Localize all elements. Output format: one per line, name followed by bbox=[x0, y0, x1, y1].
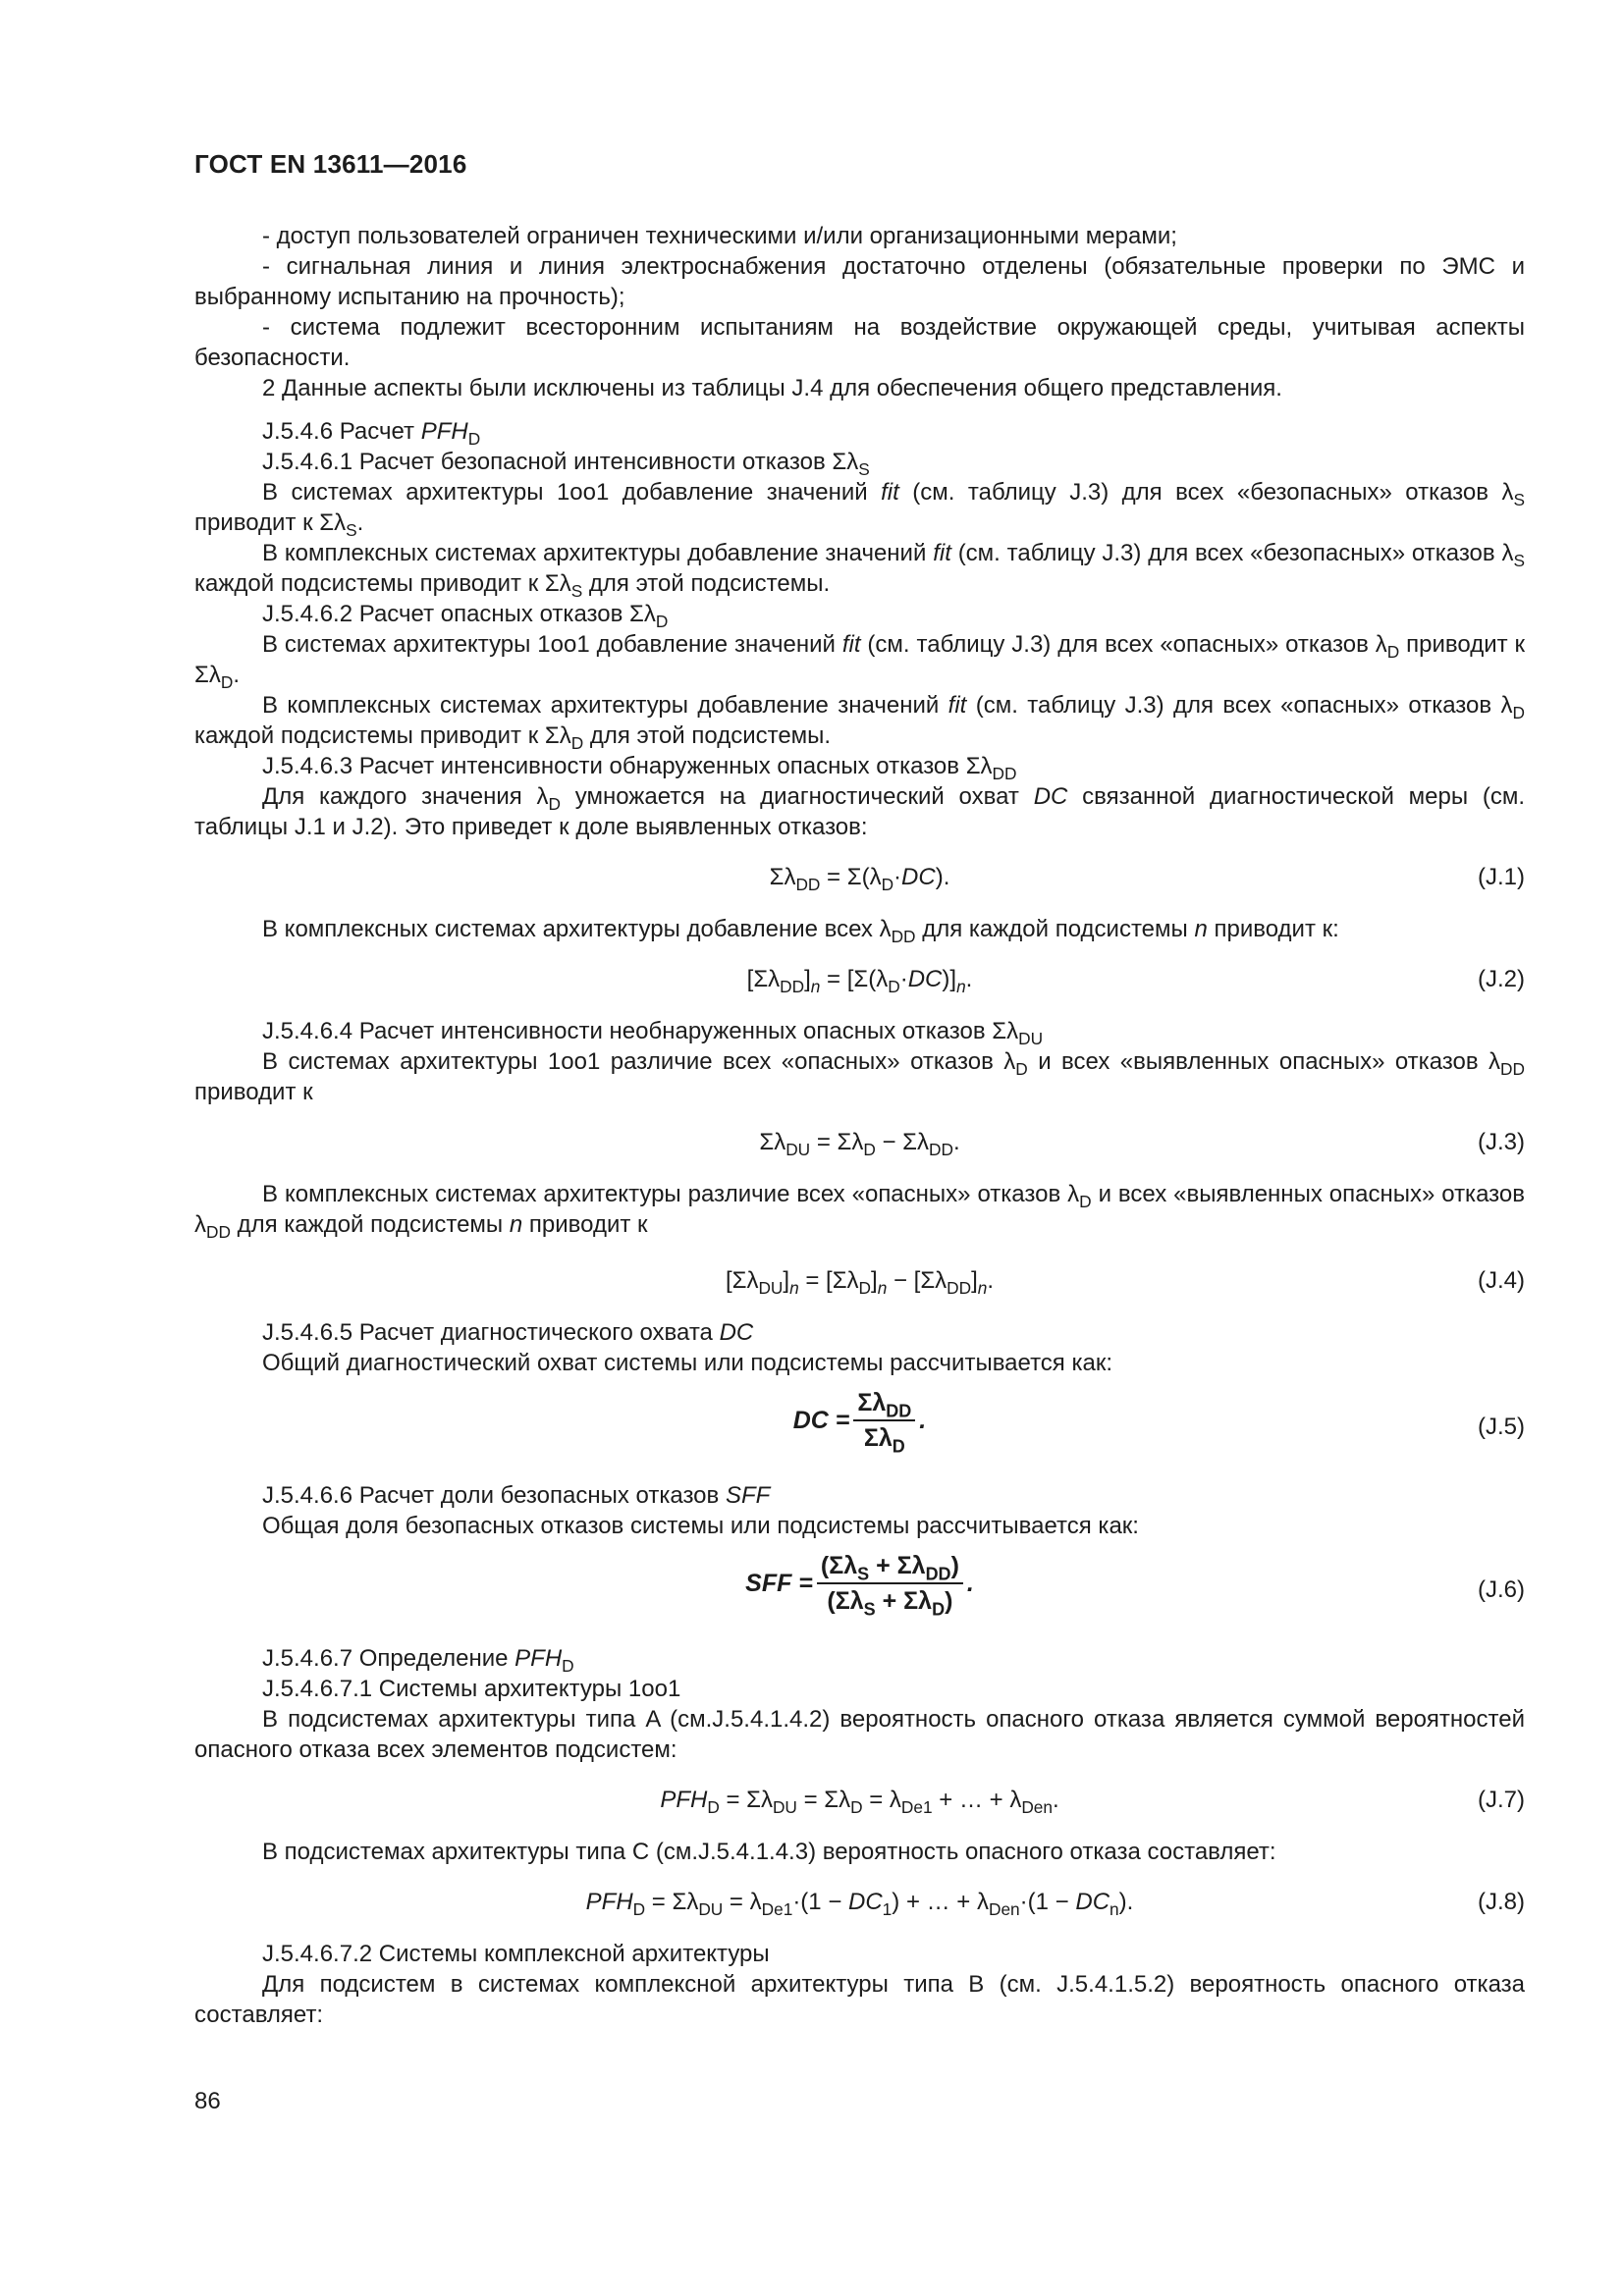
equation-number: (J.7) bbox=[1478, 1787, 1525, 1813]
section-heading: J.5.4.6.5 Расчет диагностического охвата DC bbox=[262, 1319, 754, 1346]
section-heading: J.5.4.6.4 Расчет интенсивности необнаруженных опасных отказов $\Sigma\lambda_{DU}$ bbox=[262, 1018, 1044, 1049]
equation-j8: $PFH_D = \Sigma\lambda_{DU} = \lambda_{De1}\cdot(1 - DC_1)$ + … + $\lambda_{Den}\cdot(1 - DC_n)$. (J.8) bbox=[585, 1889, 1525, 1920]
equation-j2: $[\Sigma\lambda_{DD}]_n = [\Sigma(\lambda_D\cdot DC)]_n$. (J.2) bbox=[746, 966, 1525, 997]
section-heading: J.5.4.6.7.1 Системы архитектуры 1oo1 bbox=[262, 1676, 681, 1702]
document-page bbox=[194, 0, 1525, 2296]
paragraph: В комплексных системах архитектуры добавление значений fit (см. таблицу J.3) для всех «опасных» отказов $\lambda_D$ каждой подсистемы приводит к $\Sigma\lambda_D$ для этой подсистемы. bbox=[194, 692, 1525, 754]
paragraph: В комплексных системах архитектуры добавление значений fit (см. таблицу J.3) для всех «безопасных» отказов $\lambda_S$ каждой подсистемы приводит к $\Sigma\lambda_S$ для этой подсистемы. bbox=[194, 540, 1525, 602]
equation-number: (J.5) bbox=[1478, 1414, 1525, 1440]
paragraph: 2 Данные аспекты были исключены из таблицы J.4 для обеспечения общего представления. bbox=[262, 375, 1282, 401]
equation-j5: DC = $\frac{\Sigma\lambda_{DD}}{\Sigma\lambda_D}$ . (J.5) bbox=[792, 1389, 1525, 1457]
page-number: 86 bbox=[194, 2088, 221, 2114]
equation-j4: $[\Sigma\lambda_{DU}]_n = [\Sigma\lambda_D]_n - [\Sigma\lambda_{DD}]_n$. (J.4) bbox=[725, 1267, 1525, 1299]
equation-j6: SFF = $\frac{(\Sigma\lambda_S + \Sigma\lambda_{DD})}{(\Sigma\lambda_S + \Sigma\lambda_D)}$ . (J.6) bbox=[745, 1552, 1525, 1620]
paragraph: Общая доля безопасных отказов системы или подсистемы рассчитывается как: bbox=[262, 1513, 1139, 1539]
equation-number: (J.8) bbox=[1478, 1889, 1525, 1915]
equation-number: (J.1) bbox=[1478, 864, 1525, 890]
section-heading: J.5.4.6 Расчет $PFH_D$ bbox=[262, 418, 481, 450]
page-header: ГОСТ EN 13611—2016 bbox=[194, 149, 467, 179]
section-heading: J.5.4.6.2 Расчет опасных отказов $\Sigma\lambda_D$ bbox=[262, 601, 669, 632]
equation-number: (J.4) bbox=[1478, 1267, 1525, 1294]
paragraph: - система подлежит всесторонним испытаниям на воздействие окружающей среды, учитывая аспекты безопасности. bbox=[194, 314, 1525, 371]
section-heading: J.5.4.6.7.2 Системы комплексной архитектуры bbox=[262, 1941, 770, 1967]
paragraph: В системах архитектуры 1oo1 добавление значений fit (см. таблицу J.3) для всех «опасных» отказов $\lambda_D$ приводит к $\Sigma\lambda_D$. bbox=[194, 631, 1525, 693]
paragraph: - доступ пользователей ограничен техническими и/или организационными мерами; bbox=[262, 223, 1177, 249]
paragraph: В комплексных системах архитектуры добавление всех $\lambda_{DD}$ для каждой подсистемы n приводит к: bbox=[262, 916, 1339, 947]
equation-number: (J.2) bbox=[1478, 966, 1525, 992]
equation-number: (J.3) bbox=[1478, 1129, 1525, 1155]
paragraph: Для подсистем в системах комплексной архитектуры типа B (см. J.5.4.1.5.2) вероятность опасного отказа составляет: bbox=[194, 1971, 1525, 2028]
equation-j7: $PFH_D = \Sigma\lambda_{DU} = \Sigma\lambda_D = \lambda_{De1}$ + … + $\lambda_{Den}$. (J.7) bbox=[660, 1787, 1525, 1818]
paragraph: Для каждого значения $\lambda_D$ умножается на диагностический охват DC связанной диагностической меры (см. таблицы J.1 и J.2). Это приведет к доле выявленных отказов: bbox=[194, 783, 1525, 840]
body-text bbox=[194, 221, 1525, 2030]
paragraph: - сигнальная линия и линия электроснабжения достаточно отделены (обязательные проверки по ЭМС и выбранному испытанию на прочность); bbox=[194, 253, 1525, 310]
section-heading: J.5.4.6.7 Определение $PFH_D$ bbox=[262, 1645, 574, 1677]
paragraph: Общий диагностический охват системы или подсистемы рассчитывается как: bbox=[262, 1350, 1113, 1376]
equation-number: (J.6) bbox=[1478, 1576, 1525, 1603]
paragraph: В системах архитектуры 1oo1 добавление значений fit (см. таблицу J.3) для всех «безопасных» отказов $\lambda_S$ приводит к $\Sigma\lambda_S$. bbox=[194, 479, 1525, 541]
paragraph: В подсистемах архитектуры типа C (см.J.5.4.1.4.3) вероятность опасного отказа составляет: bbox=[262, 1839, 1276, 1865]
equation-j1: $\Sigma\lambda_{DD} = \Sigma(\lambda_D\cdot DC)$. (J.1) bbox=[769, 864, 1525, 895]
section-heading: J.5.4.6.6 Расчет доли безопасных отказов SFF bbox=[262, 1482, 771, 1509]
equation-j3: $\Sigma\lambda_{DU} = \Sigma\lambda_D - \Sigma\lambda_{DD}$. (J.3) bbox=[759, 1129, 1525, 1160]
section-heading: J.5.4.6.3 Расчет интенсивности обнаруженных опасных отказов $\Sigma\lambda_{DD}$ bbox=[262, 753, 1017, 784]
paragraph: В системах архитектуры 1oo1 различие всех «опасных» отказов $\lambda_D$ и всех «выявленных опасных» отказов $\lambda_{DD}$ приводит к bbox=[194, 1048, 1525, 1105]
section-heading: J.5.4.6.1 Расчет безопасной интенсивности отказов $\Sigma\lambda_S$ bbox=[262, 449, 870, 480]
paragraph: В подсистемах архитектуры типа A (см.J.5.4.1.4.2) вероятность опасного отказа является суммой вероятностей опасного отказа всех элементов подсистем: bbox=[194, 1706, 1525, 1763]
paragraph: В комплексных системах архитектуры различие всех «опасных» отказов $\lambda_D$ и всех «выявленных опасных» отказов $\lambda_{DD}$ для каждой подсистемы n приводит к bbox=[194, 1181, 1525, 1243]
